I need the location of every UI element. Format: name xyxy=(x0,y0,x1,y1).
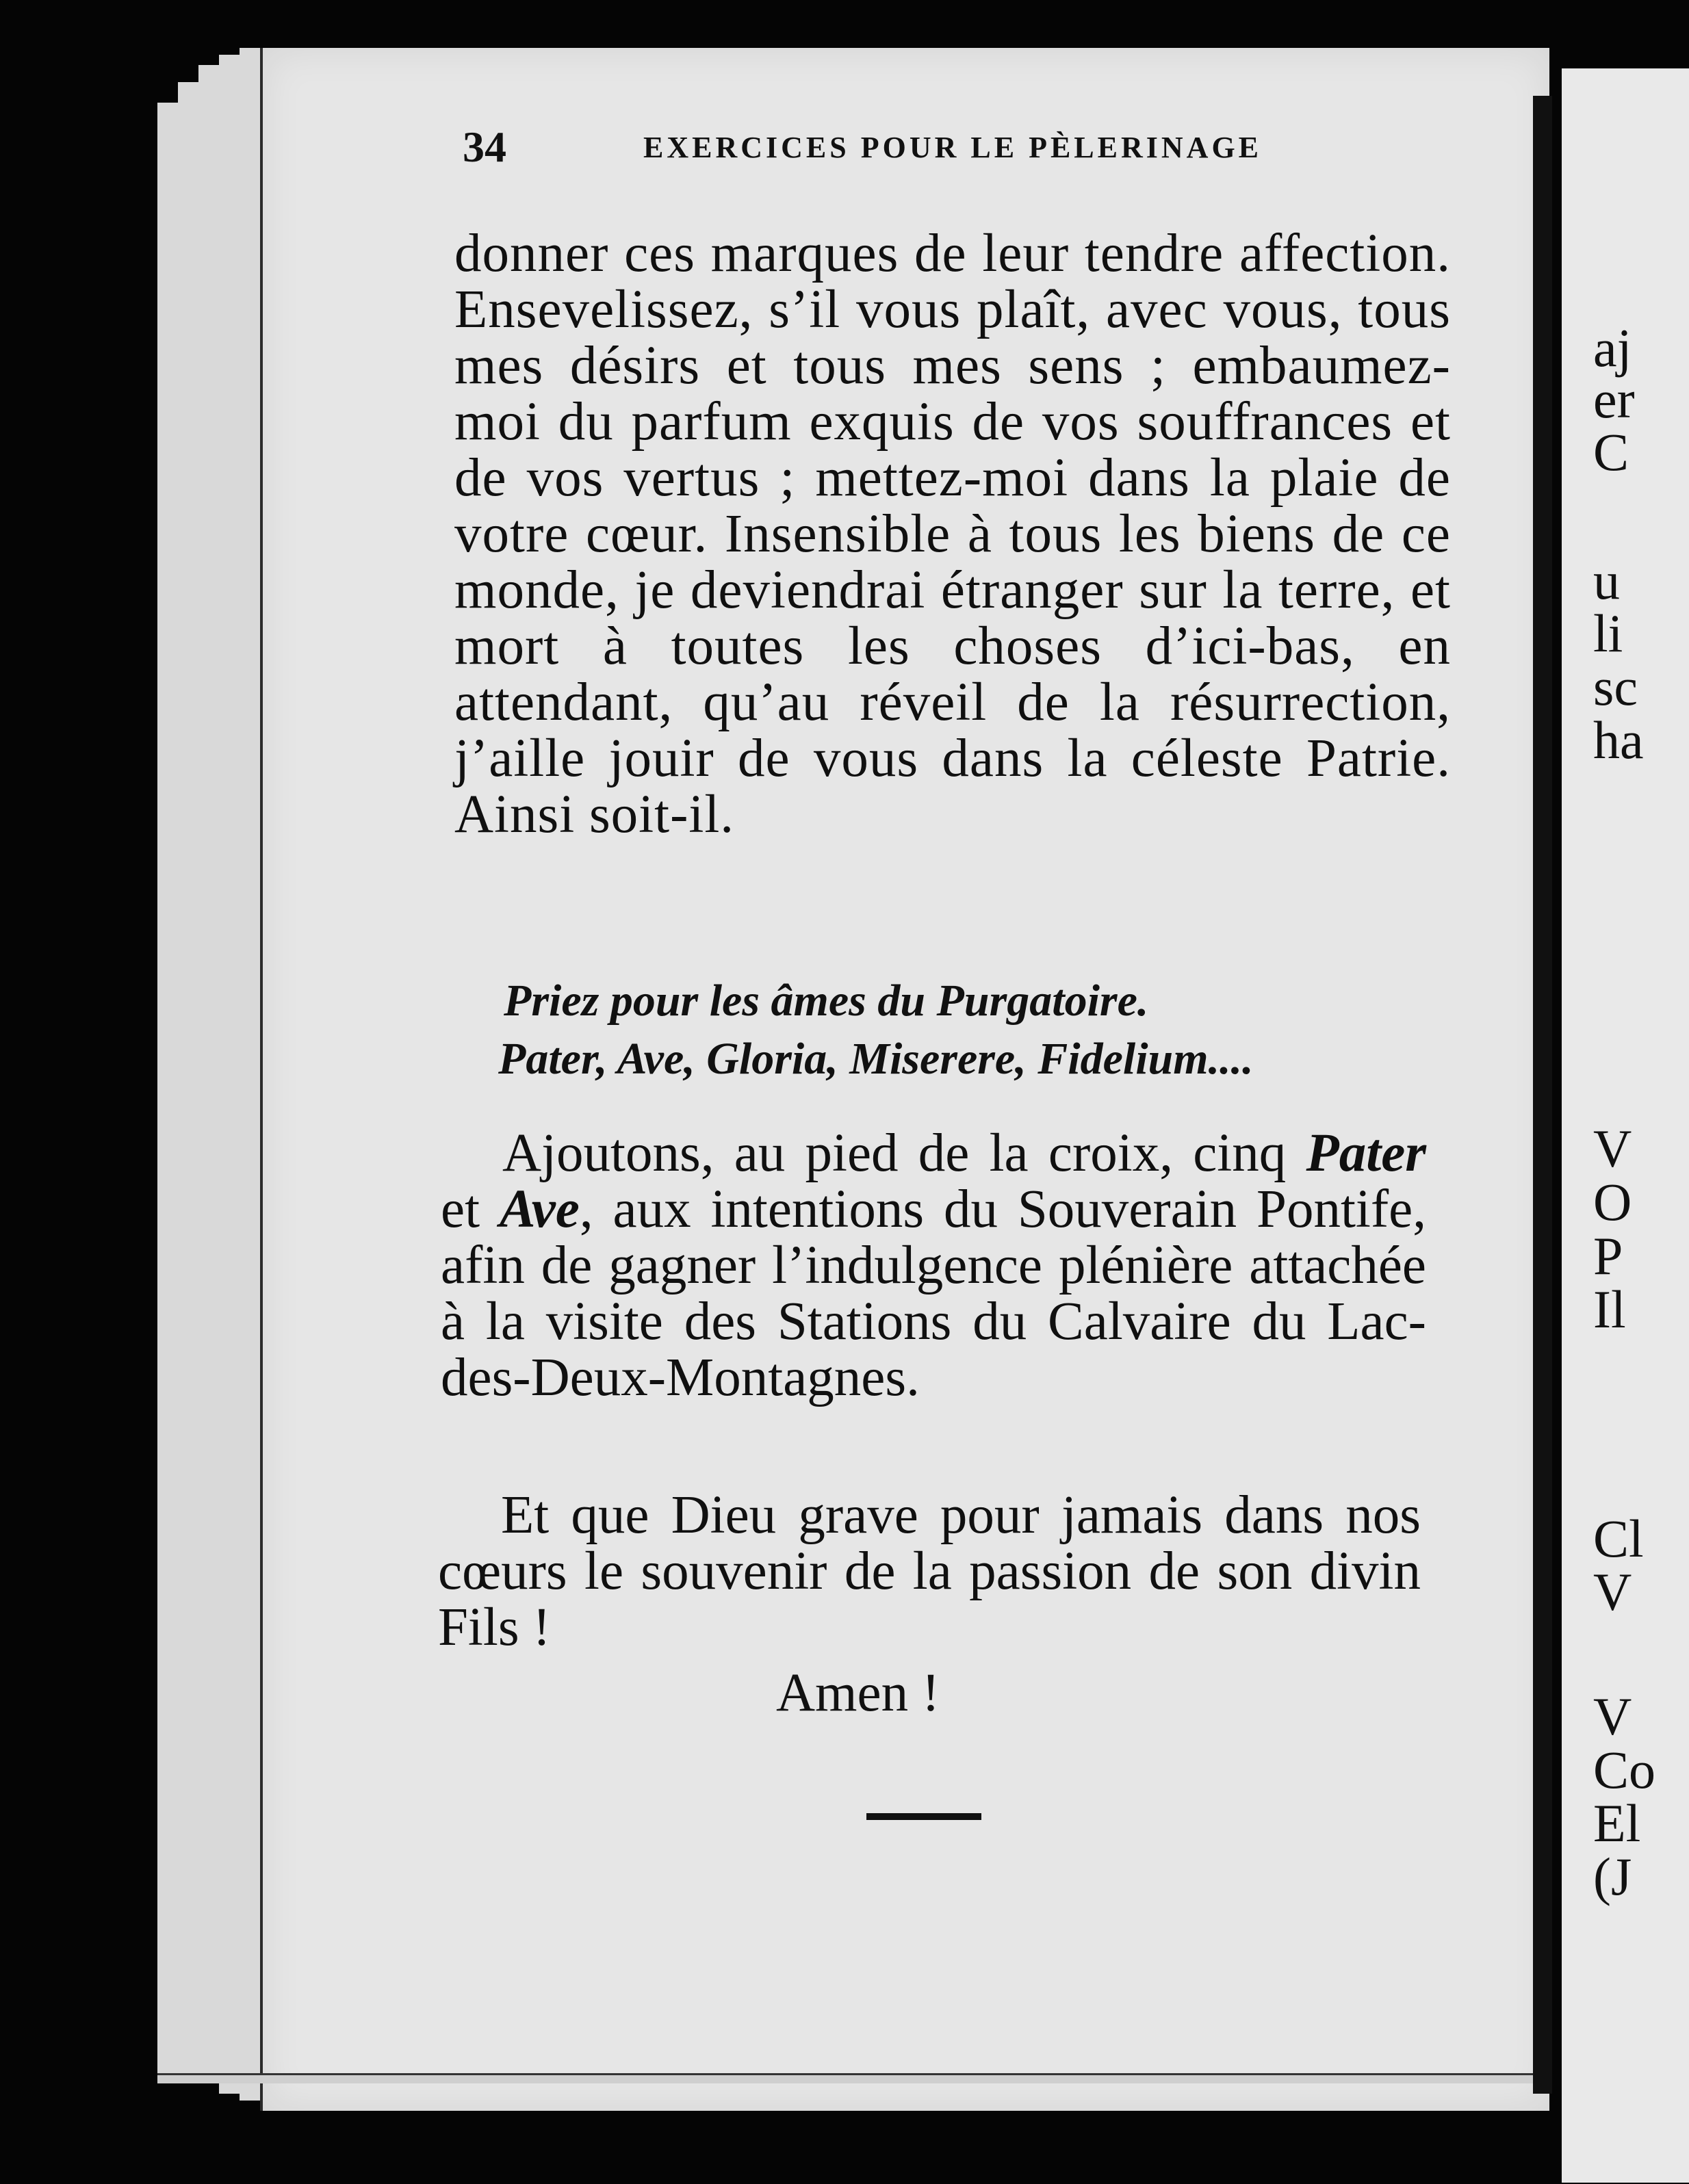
italic-prayer-name: Ave xyxy=(499,1180,580,1239)
prayer-instruction: Priez pour les âmes du Purgatoire. xyxy=(504,976,1149,1026)
facing-page-letter: sc xyxy=(1593,657,1638,716)
page-bottom-edge xyxy=(157,2073,1540,2083)
section-divider xyxy=(866,1813,981,1820)
paragraph-text: et xyxy=(441,1180,500,1239)
paragraph-text: Ajoutons, au pied de la croix, cinq xyxy=(502,1123,1306,1183)
body-paragraph xyxy=(441,1123,1426,1407)
facing-page-letter: ha xyxy=(1593,710,1644,770)
facing-page-letter: (J xyxy=(1593,1847,1632,1906)
italic-prayer-name: Pater xyxy=(1306,1123,1426,1183)
header-title: EXERCICES POUR LE PÈLERINAGE xyxy=(643,131,1263,164)
facing-page-letter: Co xyxy=(1593,1740,1656,1799)
facing-page-letter: C xyxy=(1593,422,1629,482)
facing-page-letter: El xyxy=(1593,1793,1641,1853)
facing-page-letter: er xyxy=(1593,369,1635,429)
facing-page-letter: P xyxy=(1593,1226,1623,1286)
running-header xyxy=(0,122,1689,177)
facing-page-letter: Cl xyxy=(1593,1509,1644,1568)
book-gutter xyxy=(1533,96,1552,2094)
page-number: 34 xyxy=(463,122,506,171)
body-paragraph: Et que Dieu grave pour jamais dans nos cœurs le souvenir de la passion de son divin Fils ! xyxy=(438,1485,1421,1657)
facing-page-letter: li xyxy=(1593,603,1623,663)
facing-page-letter: u xyxy=(1593,551,1620,610)
facing-page-fragment xyxy=(1562,68,1689,2183)
facing-page-letter: O xyxy=(1593,1172,1632,1232)
paragraph-text: , aux intentions du Souverain Pontife, afin de gagner l’indulgence plénière attachée à la visite des Stations du Calvaire du Lac-des-Deux-Montagnes. xyxy=(441,1180,1426,1407)
prayer-list: Pater, Ave, Gloria, Miserere, Fidelium.... xyxy=(498,1034,1254,1084)
facing-page-letter: V xyxy=(1593,1119,1632,1178)
facing-page-letter: Il xyxy=(1593,1279,1626,1339)
facing-page-letter: V xyxy=(1593,1562,1632,1622)
facing-page-letter: aj xyxy=(1593,318,1632,378)
closing-amen: Amen ! xyxy=(776,1663,940,1723)
facing-page-letter: V xyxy=(1593,1687,1632,1746)
body-paragraph: donner ces marques de leur tendre affection. Ensevelissez, s’il vous plaît, avec vous, tous mes désirs et tous mes sens ; embaumez-moi du parfum exquis de vos souffrances et de vos vertus ; mettez-moi dans la plaie de votre cœur. Insensible à tous les biens de ce monde, je deviendrai étranger sur la terre, et mort à toutes les choses d’ici-bas, en attendant, qu’au réveil de la résurrection, j’aille jouir de vous dans la céleste Patrie. Ainsi soit-il. xyxy=(454,224,1451,844)
